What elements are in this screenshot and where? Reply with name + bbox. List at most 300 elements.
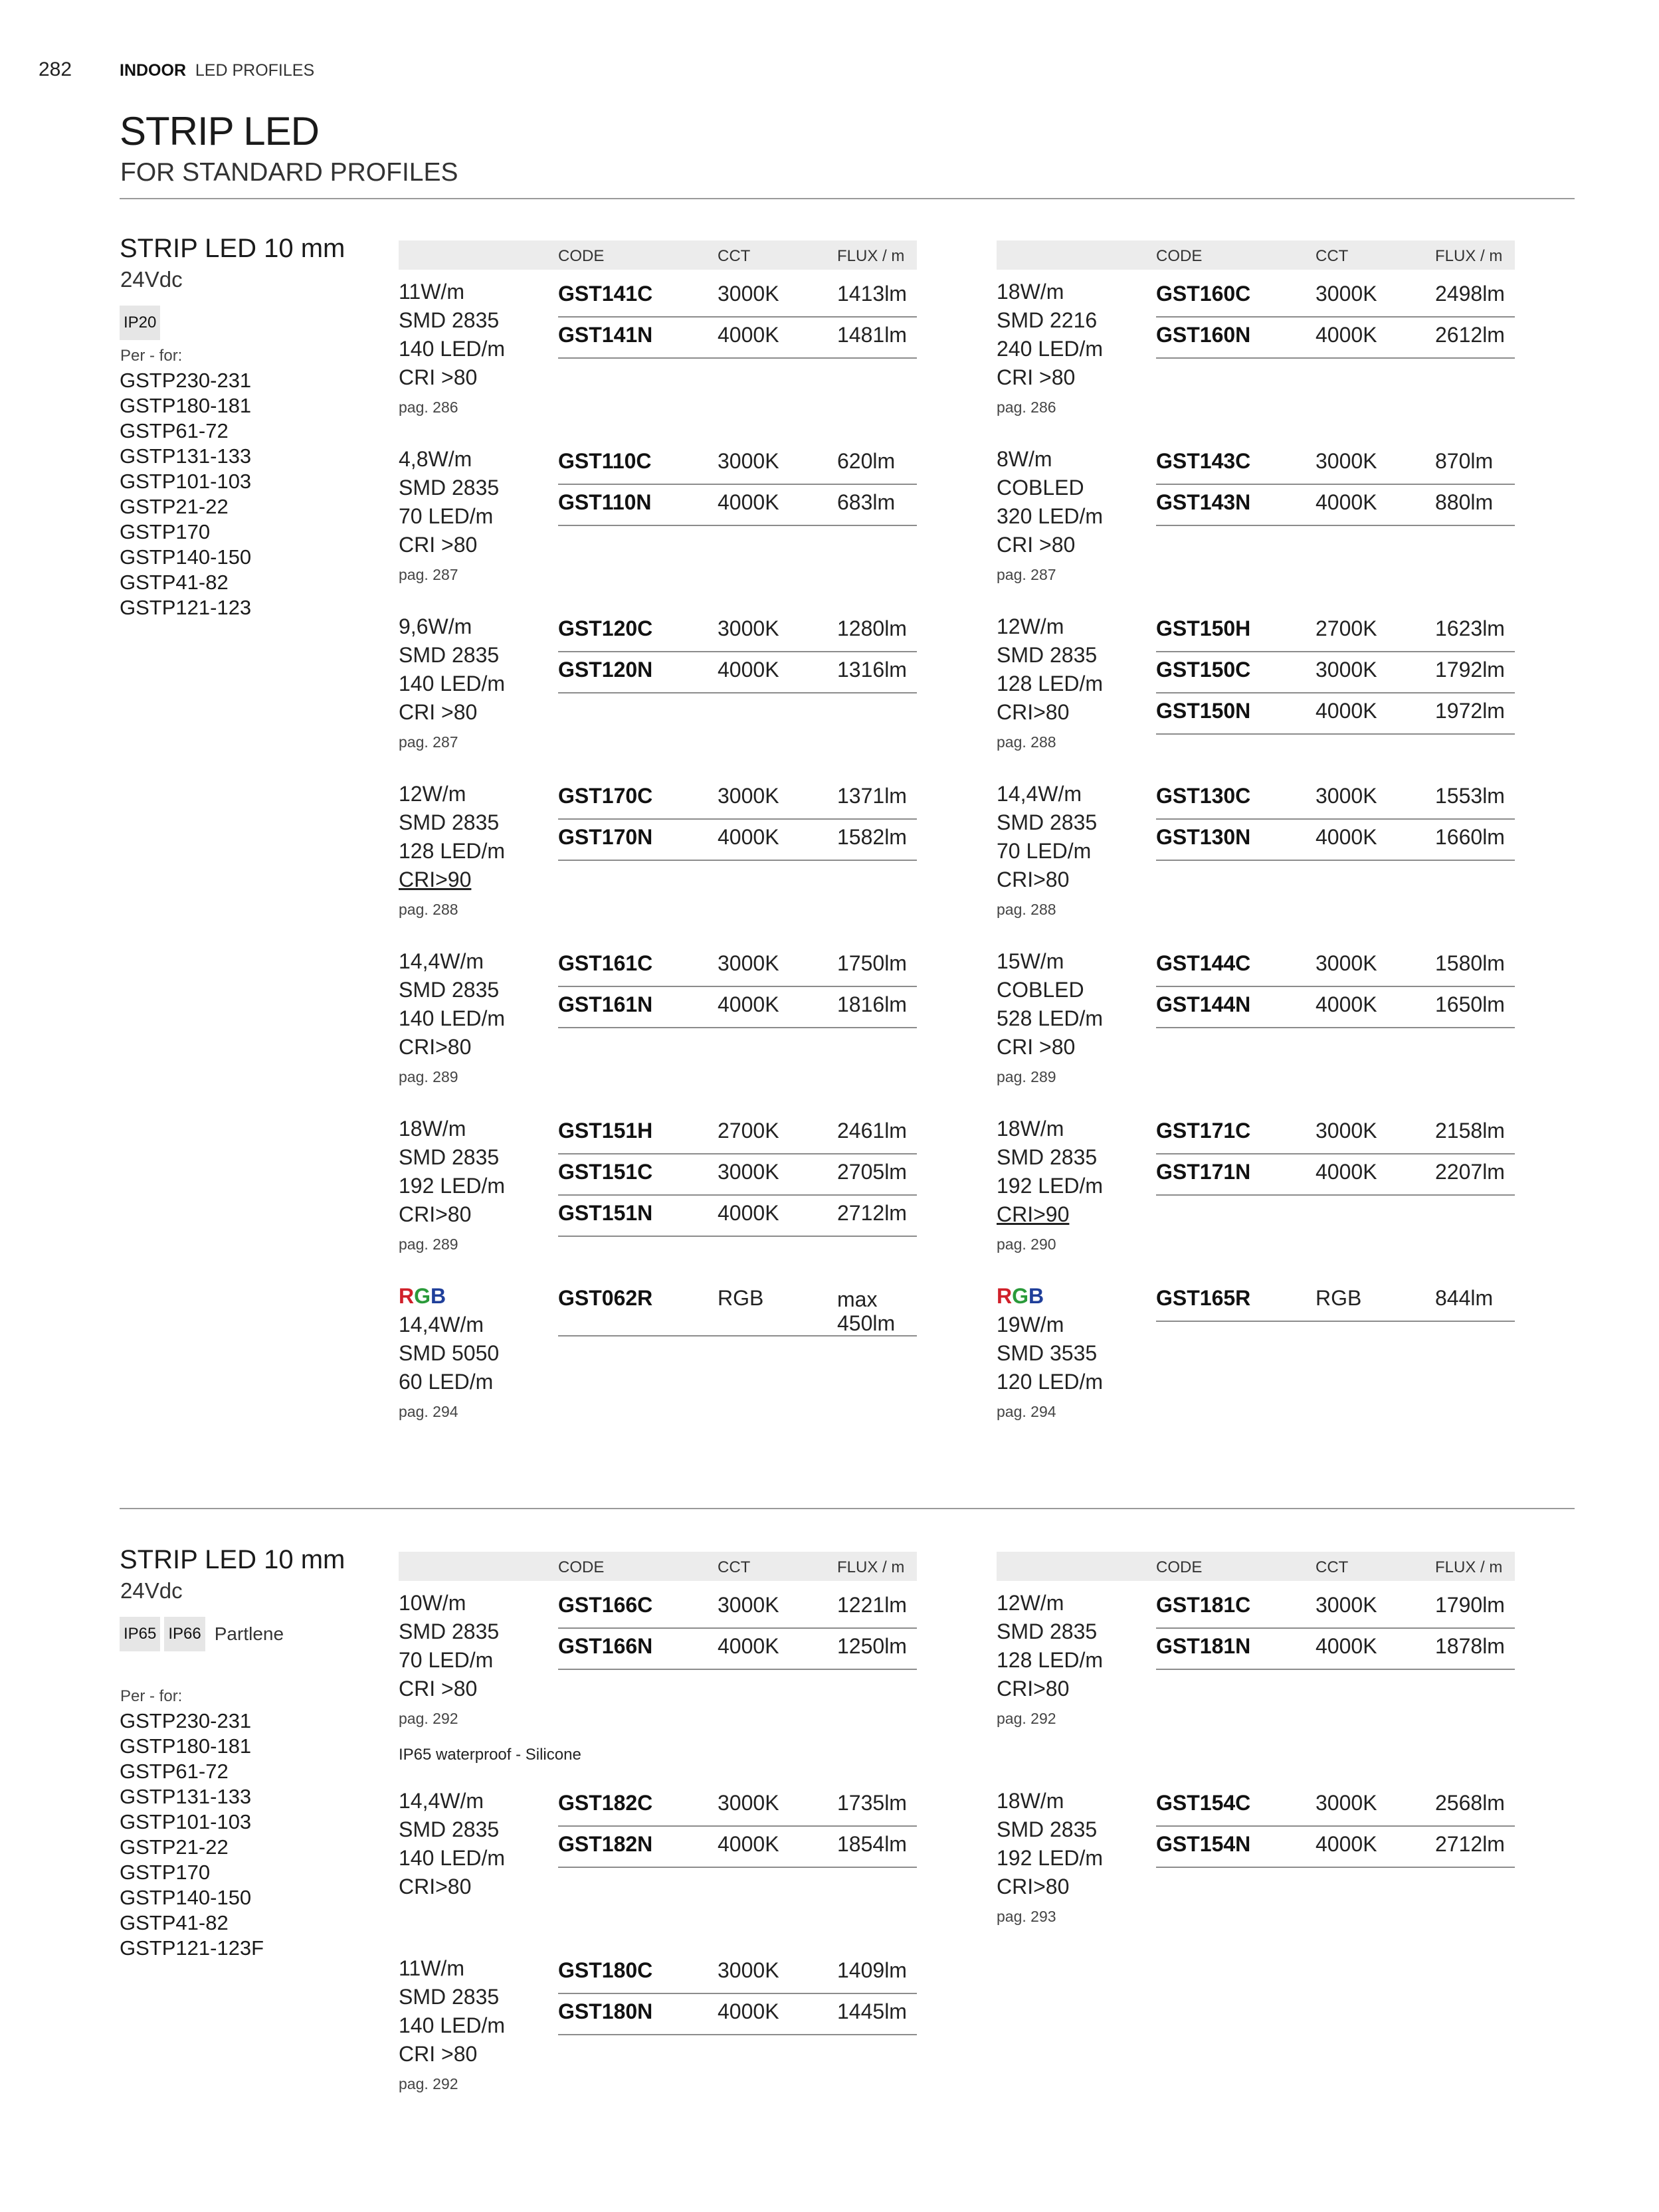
product-spec [399, 1115, 558, 1252]
product-flux: 1316lm [837, 658, 907, 682]
product-cct: 3000K [718, 1593, 779, 1617]
product-code: GST161C [558, 951, 653, 975]
product-flux: 1582lm [837, 825, 907, 849]
table-header-right [997, 240, 1515, 270]
page-reference: pag. 286 [399, 399, 458, 416]
product-cct: 4000K [718, 825, 779, 849]
page-reference: pag. 294 [399, 1403, 458, 1420]
product-code: GST182N [558, 1832, 653, 1856]
spec-power: 18W/m [997, 280, 1064, 304]
spec-cri: CRI>80 [997, 1677, 1070, 1701]
spec-density: 140 LED/m [399, 1846, 506, 1870]
product-code: GST130C [1156, 784, 1251, 808]
spec-power: 8W/m [997, 447, 1052, 471]
table-header-right [997, 1552, 1515, 1581]
product-cct: 3000K [1316, 1593, 1377, 1617]
table-row [558, 278, 917, 318]
spec-cri: CRI>80 [997, 700, 1070, 724]
product-flux: 2705lm [837, 1160, 907, 1184]
table-row [558, 1197, 917, 1237]
product-cct: 4000K [718, 1634, 779, 1658]
spec-power: 18W/m [997, 1117, 1064, 1141]
compat-item: GSTP21-22 [120, 495, 229, 518]
spec-density: 140 LED/m [399, 337, 506, 361]
spec-density: 128 LED/m [997, 672, 1104, 695]
product-rows [558, 1954, 917, 2037]
spec-chip: SMD 2835 [997, 643, 1098, 667]
badge-ip20: IP20 [120, 306, 160, 340]
product-rows [558, 1787, 917, 1869]
compat-item: GSTP61-72 [120, 1760, 229, 1783]
col-header-code: CODE [558, 1558, 605, 1576]
product-cct: 4000K [718, 1201, 779, 1225]
spec-cri: CRI>90 [399, 868, 472, 891]
section-label-bold: INDOOR [120, 61, 186, 80]
spec-cri: CRI >80 [399, 700, 478, 724]
product-flux: 1409lm [837, 1958, 907, 1982]
product-spec [997, 1589, 1156, 1726]
spec-chip: SMD 2835 [399, 308, 500, 332]
table-row [558, 1282, 917, 1336]
product-flux: 1413lm [837, 282, 907, 306]
product-flux: 1792lm [1435, 658, 1505, 682]
product-rows [1156, 1589, 1515, 1671]
product-flux: 1221lm [837, 1593, 907, 1617]
table-row [1156, 612, 1515, 652]
spec-chip: SMD 2835 [399, 1817, 500, 1841]
table-row [1156, 1589, 1515, 1629]
product-rows [558, 780, 917, 862]
spec-density: 70 LED/m [399, 504, 494, 528]
product-cct: 4000K [1316, 1634, 1377, 1658]
product-flux: 1735lm [837, 1791, 907, 1815]
table-row [558, 821, 917, 861]
spec-chip: SMD 2835 [399, 1985, 500, 2009]
product-code: GST144C [1156, 951, 1251, 975]
spec-density: 128 LED/m [997, 1648, 1104, 1672]
product-code: GST166N [558, 1634, 653, 1658]
spec-density: 70 LED/m [997, 839, 1092, 863]
compat-item: GSTP170 [120, 520, 211, 543]
product-flux: 1854lm [837, 1832, 907, 1856]
page-reference: pag. 287 [399, 566, 458, 583]
product-flux: 880lm [1435, 490, 1494, 514]
product-spec [997, 612, 1156, 750]
compat-item: GSTP180-181 [120, 394, 252, 417]
compat-item: GSTP101-103 [120, 1810, 252, 1833]
product-cct: 3000K [1316, 449, 1377, 473]
spec-power: 14,4W/m [399, 949, 484, 973]
table-row [1156, 988, 1515, 1028]
compat-item: GSTP41-82 [120, 571, 229, 594]
product-cct: 4000K [718, 1999, 779, 2023]
product-flux: 1878lm [1435, 1634, 1505, 1658]
spec-power: 18W/m [997, 1789, 1064, 1813]
spec-density: 140 LED/m [399, 1006, 506, 1030]
spec-chip: SMD 2835 [997, 1817, 1098, 1841]
product-cct: 3000K [1316, 1791, 1377, 1815]
product-code: GST166C [558, 1593, 653, 1617]
product-rows [558, 1589, 917, 1671]
product-cct: 4000K [718, 490, 779, 514]
spec-power: 4,8W/m [399, 447, 472, 471]
product-rows [558, 947, 917, 1030]
table-header-left [399, 1552, 917, 1581]
product-code: GST182C [558, 1791, 653, 1815]
product-spec [399, 1787, 558, 1901]
section-label-rest: LED PROFILES [195, 61, 315, 80]
product-rows [1156, 1787, 1515, 1869]
compat-item: GSTP170 [120, 1861, 211, 1884]
table-row [1156, 654, 1515, 693]
page-reference: pag. 292 [997, 1710, 1056, 1727]
product-spec [997, 780, 1156, 917]
product-code: GST171C [1156, 1119, 1251, 1143]
product-cct: 3000K [1316, 658, 1377, 682]
product-flux: 1481lm [837, 323, 907, 347]
spec-power: 14,4W/m [399, 1313, 484, 1336]
product-code: GST062R [558, 1286, 653, 1310]
product-rows [1156, 1282, 1515, 1323]
product-code: GST144N [1156, 992, 1251, 1016]
spec-power: 11W/m [399, 1956, 464, 1980]
table-row [1156, 695, 1515, 735]
page-reference: pag. 292 [399, 1710, 458, 1727]
product-cct: 4000K [1316, 699, 1377, 723]
spec-cri: CRI >80 [399, 365, 478, 389]
product-cct: 4000K [1316, 1160, 1377, 1184]
page-subtitle: FOR STANDARD PROFILES [120, 158, 458, 187]
product-spec [399, 1954, 558, 2092]
product-code: GST150C [1156, 658, 1251, 682]
spec-density: 192 LED/m [997, 1174, 1104, 1198]
rgb-g: G [414, 1284, 431, 1308]
table-row [1156, 486, 1515, 526]
section2-badges [120, 1617, 284, 1651]
rgb-g: G [1012, 1284, 1028, 1308]
product-code: GST170C [558, 784, 653, 808]
product-rows [1156, 780, 1515, 862]
spec-density: 320 LED/m [997, 504, 1104, 528]
table-row [1156, 1115, 1515, 1154]
spec-power: 18W/m [399, 1117, 466, 1141]
spec-power: 19W/m [997, 1313, 1064, 1336]
spec-density: 128 LED/m [399, 839, 506, 863]
product-code: GST154N [1156, 1832, 1251, 1856]
col-header-flux: FLUX / m [837, 1558, 905, 1576]
spec-power: 12W/m [399, 782, 466, 806]
col-header-cct: CCT [1316, 247, 1349, 265]
product-code: GST110C [558, 449, 652, 473]
product-code: GST110N [558, 490, 652, 514]
product-cct: 3000K [718, 1160, 779, 1184]
table-row [558, 1954, 917, 1994]
product-code: GST120C [558, 616, 653, 640]
compat-item: GSTP61-72 [120, 419, 229, 442]
product-rows [1156, 445, 1515, 527]
product-rows [558, 1282, 917, 1338]
table-row [1156, 1282, 1515, 1322]
compat-item: GSTP21-22 [120, 1835, 229, 1859]
spec-cri: CRI>80 [997, 1875, 1070, 1898]
product-rows [1156, 947, 1515, 1030]
product-cct: 3000K [1316, 282, 1377, 306]
table-row [558, 654, 917, 693]
spec-power: 14,4W/m [399, 1789, 484, 1813]
divider [120, 1508, 1575, 1509]
rgb-label [399, 1282, 558, 1311]
badge-partlene: Partlene [214, 1623, 284, 1644]
product-spec [997, 278, 1156, 415]
product-flux: 1750lm [837, 951, 907, 975]
page-reference: pag. 289 [399, 1236, 458, 1253]
divider [120, 198, 1575, 199]
section1-compat-list [120, 368, 251, 620]
product-flux: 2612lm [1435, 323, 1505, 347]
product-code: GST143C [1156, 449, 1251, 473]
product-rows [1156, 278, 1515, 360]
spec-power: 10W/m [399, 1591, 466, 1615]
col-header-flux: FLUX / m [1435, 247, 1503, 265]
spec-power: 12W/m [997, 614, 1064, 638]
table-row [1156, 445, 1515, 485]
product-flux: 2158lm [1435, 1119, 1505, 1143]
section1-per-for: Per - for: [120, 347, 183, 365]
product-spec [399, 445, 558, 583]
page-reference: pag. 287 [997, 566, 1056, 583]
product-cct: 4000K [1316, 825, 1377, 849]
compat-item: GSTP41-82 [120, 1911, 229, 1934]
table-header-left [399, 240, 917, 270]
product-cct: 3000K [718, 784, 779, 808]
page-reference: pag. 288 [997, 733, 1056, 751]
product-spec [399, 278, 558, 415]
product-code: GST130N [1156, 825, 1251, 849]
product-code: GST154C [1156, 1791, 1251, 1815]
product-flux: 1972lm [1435, 699, 1505, 723]
product-spec [399, 612, 558, 750]
rgb-b: B [431, 1284, 446, 1308]
compat-item: GSTP140-150 [120, 545, 252, 569]
product-cct: 3000K [718, 1791, 779, 1815]
table-row [1156, 1787, 1515, 1827]
table-row [1156, 780, 1515, 820]
product-code: GST151H [558, 1119, 653, 1143]
product-flux: 1445lm [837, 1999, 907, 2023]
col-header-cct: CCT [718, 1558, 751, 1576]
page-reference: pag. 290 [997, 1236, 1056, 1253]
spec-cri: CRI >80 [997, 365, 1076, 389]
badge-ip65: IP65 [120, 1617, 160, 1651]
table-row [558, 780, 917, 820]
spec-density: 192 LED/m [399, 1174, 506, 1198]
page-reference: pag. 288 [997, 901, 1056, 918]
page-reference: pag. 287 [399, 733, 458, 751]
product-cct: 4000K [1316, 323, 1377, 347]
col-header-cct: CCT [718, 247, 751, 265]
compat-item: GSTP230-231 [120, 1709, 252, 1732]
product-code: GST171N [1156, 1160, 1251, 1184]
product-cct: 3000K [718, 616, 779, 640]
col-header-code: CODE [1156, 1558, 1203, 1576]
product-code: GST180C [558, 1958, 653, 1982]
spec-density: 240 LED/m [997, 337, 1104, 361]
spec-density: 70 LED/m [399, 1648, 494, 1672]
product-cct: 4000K [718, 323, 779, 347]
spec-chip: SMD 2835 [399, 1145, 500, 1169]
spec-chip: SMD 2835 [399, 978, 500, 1002]
spec-cri: CRI >80 [997, 533, 1076, 557]
product-cct: 2700K [718, 1119, 779, 1143]
product-code: GST170N [558, 825, 653, 849]
spec-density: 140 LED/m [399, 2013, 506, 2037]
product-flux: 2568lm [1435, 1791, 1505, 1815]
page-title: STRIP LED [120, 109, 319, 153]
product-flux: 1580lm [1435, 951, 1505, 975]
spec-power: 14,4W/m [997, 782, 1082, 806]
spec-cri: CRI>80 [399, 1035, 472, 1059]
page-reference: pag. 294 [997, 1403, 1056, 1420]
col-header-cct: CCT [1316, 1558, 1349, 1576]
product-flux: 844lm [1435, 1286, 1494, 1310]
col-header-code: CODE [1156, 247, 1203, 265]
waterproof-note: IP65 waterproof - Silicone [399, 1746, 581, 1764]
product-cct: 4000K [1316, 1832, 1377, 1856]
spec-cri: CRI>80 [997, 868, 1070, 891]
product-cct: 4000K [1316, 992, 1377, 1016]
spec-power: 9,6W/m [399, 614, 472, 638]
spec-chip: SMD 2835 [997, 1619, 1098, 1643]
product-code: GST143N [1156, 490, 1251, 514]
flux-line-1: max [837, 1287, 878, 1311]
product-rows [558, 612, 917, 695]
compat-item: GSTP131-133 [120, 1785, 252, 1808]
product-cct: 4000K [718, 658, 779, 682]
table-row [558, 1995, 917, 2035]
rgb-b: B [1028, 1284, 1044, 1308]
product-flux: 683lm [837, 490, 896, 514]
spec-cri: CRI >80 [399, 1677, 478, 1701]
product-flux [837, 1287, 895, 1335]
product-cct: 4000K [718, 1832, 779, 1856]
table-row [1156, 1630, 1515, 1670]
table-row [1156, 1156, 1515, 1196]
spec-chip: SMD 2835 [399, 476, 500, 500]
product-cct: 3000K [1316, 951, 1377, 975]
section1-voltage: 24Vdc [120, 267, 183, 292]
product-code: GST160C [1156, 282, 1251, 306]
product-cct: 4000K [1316, 490, 1377, 514]
product-code: GST150H [1156, 616, 1251, 640]
product-rows [1156, 1115, 1515, 1197]
product-spec [997, 1282, 1156, 1420]
rgb-r: R [997, 1284, 1013, 1308]
compat-item: GSTP101-103 [120, 470, 252, 493]
col-header-flux: FLUX / m [1435, 1558, 1503, 1576]
product-cct: 3000K [1316, 784, 1377, 808]
product-spec [997, 1115, 1156, 1252]
badge-ip66: IP66 [164, 1617, 205, 1651]
product-cct: RGB [1316, 1286, 1362, 1310]
spec-density: 60 LED/m [399, 1370, 494, 1394]
table-row [558, 1115, 917, 1154]
product-code: GST141N [558, 323, 653, 347]
spec-chip: SMD 2835 [399, 810, 500, 834]
col-header-code: CODE [558, 247, 605, 265]
spec-cri: CRI >80 [997, 1035, 1076, 1059]
flux-line-2: 450lm [837, 1311, 896, 1335]
table-row [1156, 1828, 1515, 1868]
spec-cri: CRI>90 [997, 1202, 1070, 1226]
product-spec [399, 1589, 558, 1726]
spec-chip: SMD 2835 [997, 810, 1098, 834]
page-reference: pag. 292 [399, 2075, 458, 2092]
product-flux: 2461lm [837, 1119, 907, 1143]
product-flux: 2712lm [837, 1201, 907, 1225]
compat-item: GSTP121-123F [120, 1936, 264, 1960]
rgb-r: R [399, 1284, 415, 1308]
product-rows [558, 1115, 917, 1238]
product-flux: 1660lm [1435, 825, 1505, 849]
compat-item: GSTP230-231 [120, 369, 252, 392]
spec-cri: CRI >80 [399, 2042, 478, 2066]
product-rows [1156, 612, 1515, 736]
spec-chip: COBLED [997, 476, 1084, 500]
product-cct: 3000K [718, 951, 779, 975]
table-row [558, 1630, 917, 1670]
product-spec [399, 780, 558, 917]
rgb-label [997, 1282, 1156, 1311]
spec-chip: SMD 3535 [997, 1341, 1098, 1365]
product-code: GST180N [558, 1999, 653, 2023]
product-code: GST181C [1156, 1593, 1251, 1617]
compat-item: GSTP140-150 [120, 1886, 252, 1909]
table-row [558, 319, 917, 359]
product-flux: 620lm [837, 449, 896, 473]
table-row [1156, 947, 1515, 987]
product-spec [997, 947, 1156, 1085]
product-cct: 2700K [1316, 616, 1377, 640]
compat-item: GSTP180-181 [120, 1734, 252, 1758]
product-code: GST141C [558, 282, 653, 306]
product-cct: RGB [718, 1286, 764, 1310]
product-flux: 1790lm [1435, 1593, 1505, 1617]
product-code: GST151C [558, 1160, 653, 1184]
product-cct: 3000K [718, 1958, 779, 1982]
table-row [1156, 278, 1515, 318]
page-reference: pag. 289 [997, 1068, 1056, 1085]
spec-cri: CRI>80 [399, 1202, 472, 1226]
table-row [558, 1828, 917, 1868]
spec-cri: CRI>80 [399, 1875, 472, 1898]
page-reference: pag. 293 [997, 1908, 1056, 1925]
product-code: GST181N [1156, 1634, 1251, 1658]
spec-power: 12W/m [997, 1591, 1064, 1615]
product-flux: 2498lm [1435, 282, 1505, 306]
product-rows [558, 278, 917, 360]
spec-chip: COBLED [997, 978, 1084, 1002]
product-cct: 3000K [1316, 1119, 1377, 1143]
section1-badges [120, 306, 164, 340]
table-row [558, 612, 917, 652]
product-flux: 2712lm [1435, 1832, 1505, 1856]
product-code: GST150N [1156, 699, 1251, 723]
section2-compat-list [120, 1708, 264, 1961]
product-code: GST160N [1156, 323, 1251, 347]
product-spec [399, 1282, 558, 1420]
product-flux: 1553lm [1435, 784, 1505, 808]
product-rows [558, 445, 917, 527]
